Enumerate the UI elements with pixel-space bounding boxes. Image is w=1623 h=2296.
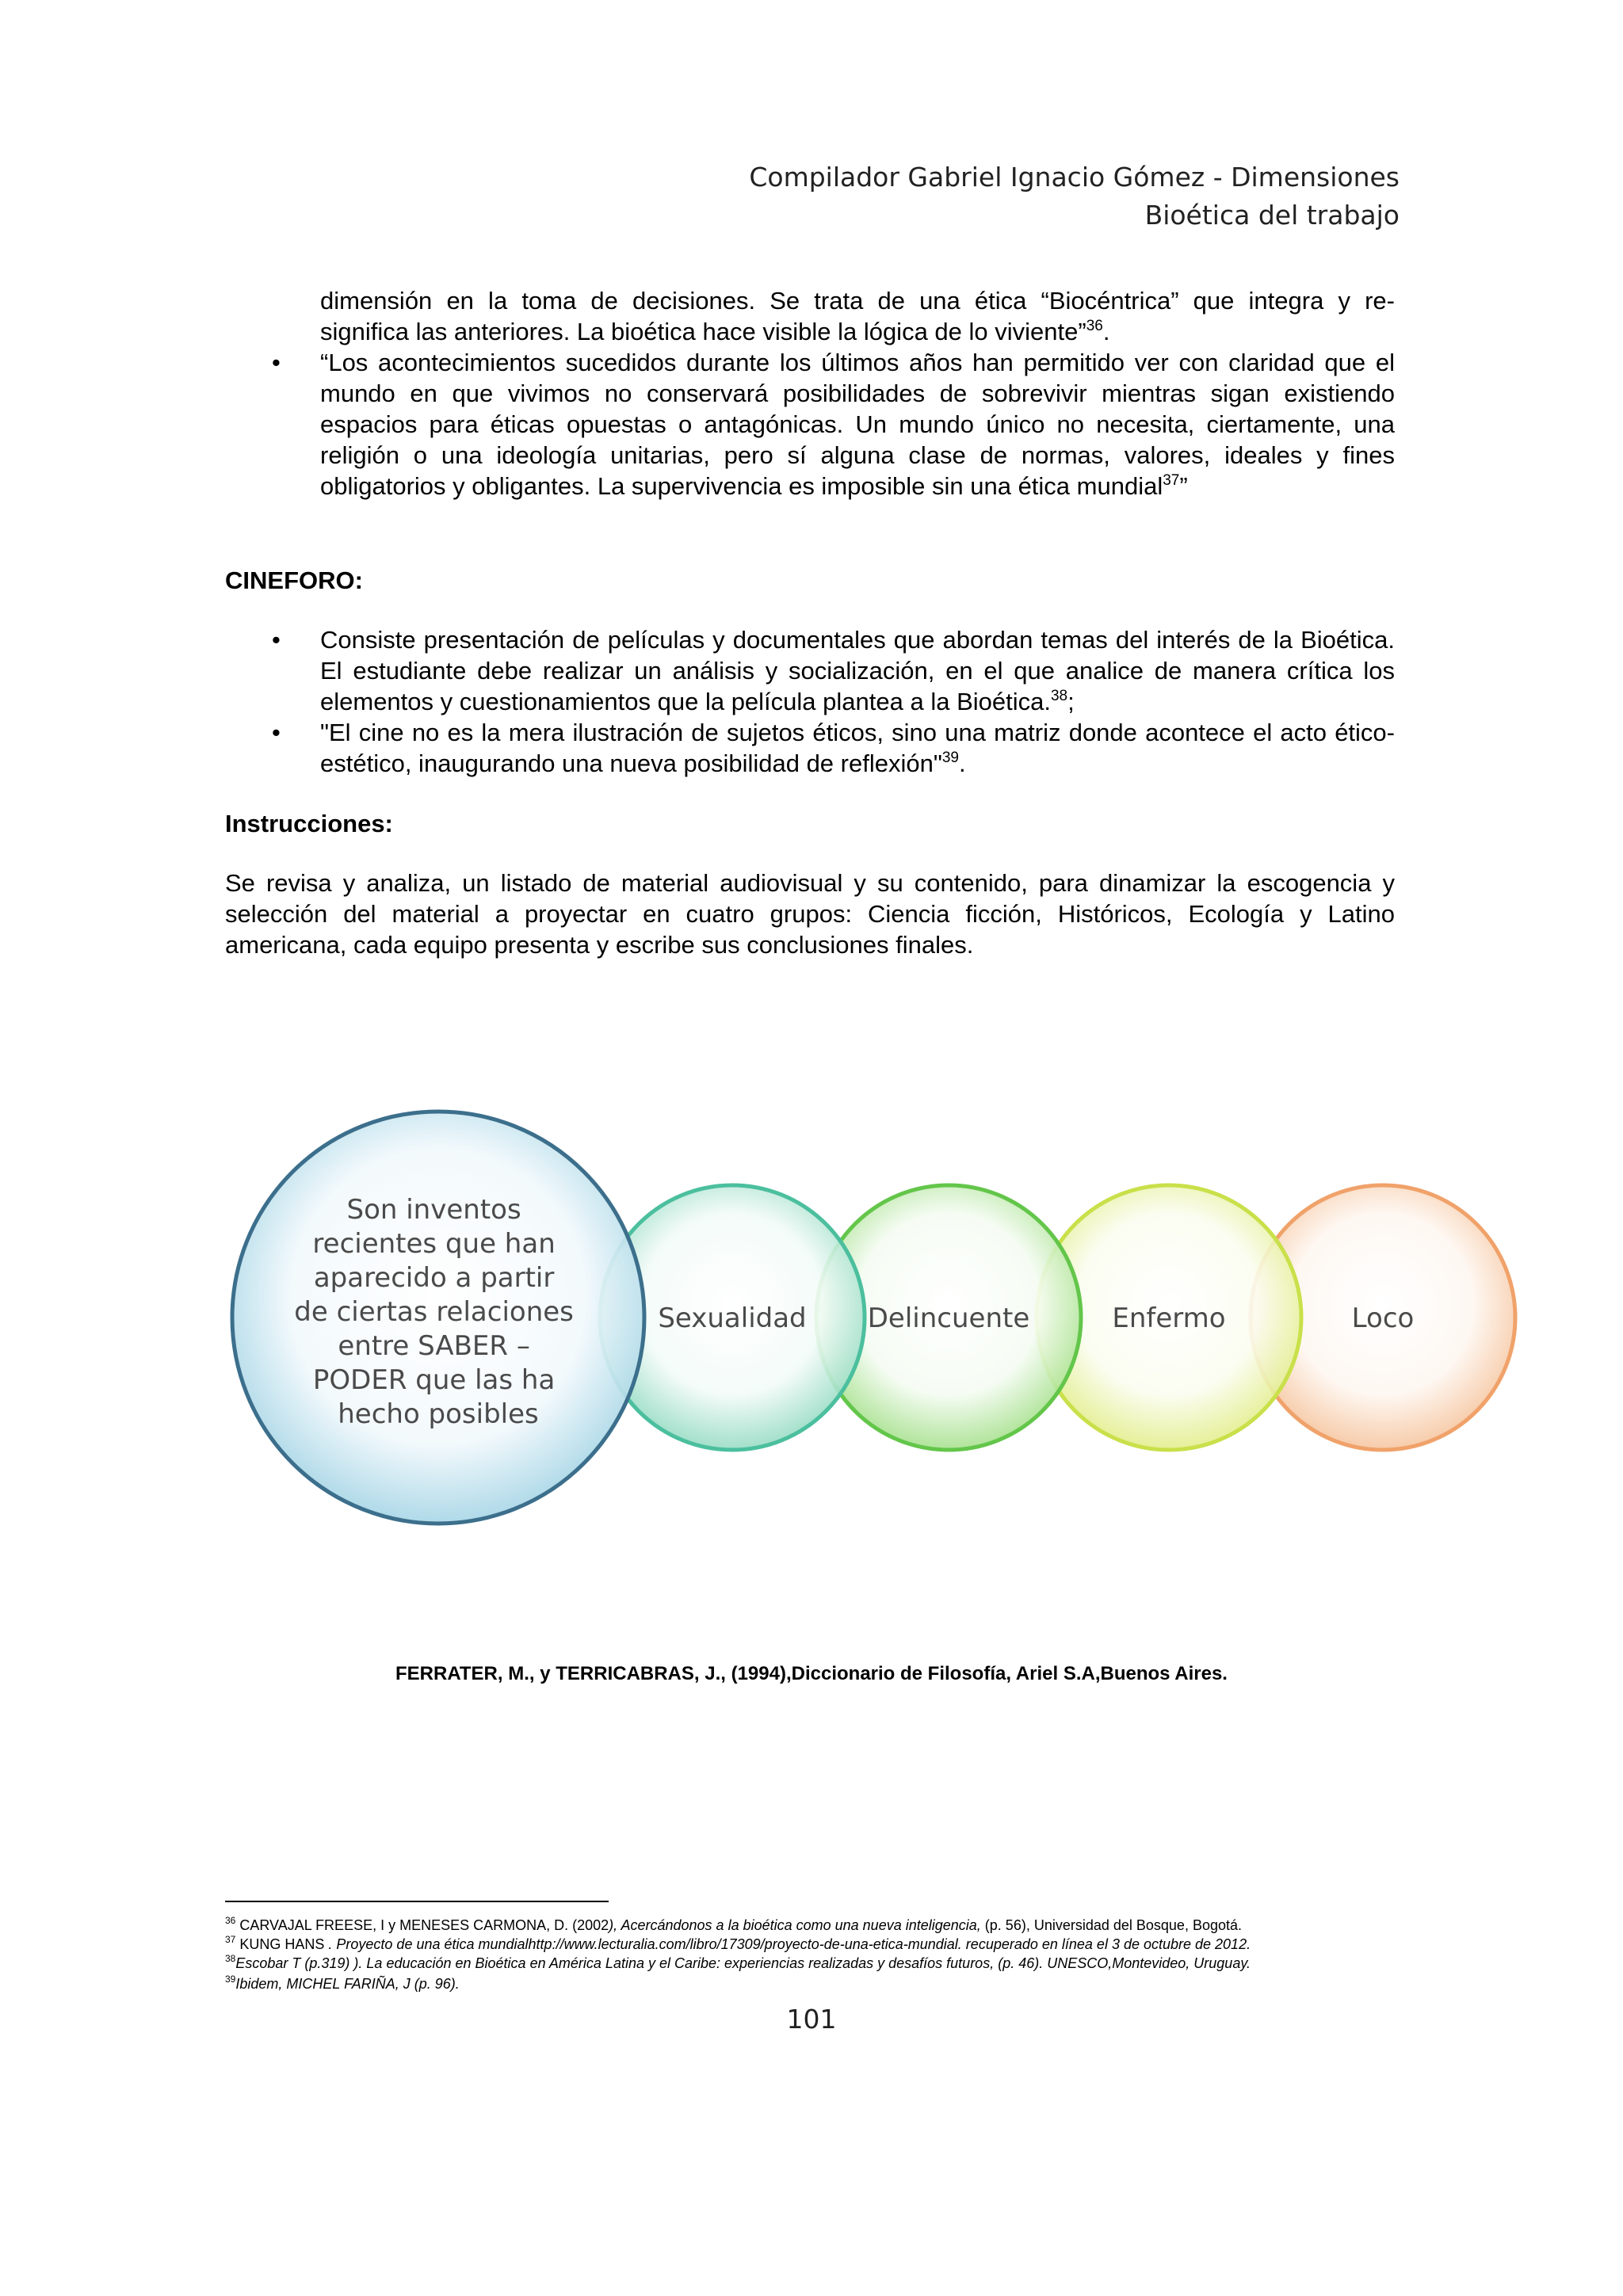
footnote-text: KUNG HANS [235, 1936, 329, 1952]
footnote-39 [225, 1974, 1414, 1993]
footnote-ref-36: 36 [1086, 318, 1103, 334]
footnote-number: 38 [225, 1953, 236, 1964]
intro-bullet-end: ” [1179, 472, 1188, 500]
footnote-title: Escobar T (p.319) ). La educación en Bioética en América Latina y el Caribe: experiencias realizadas y desafíos futuros, (p. 46). UNESCO,Montevideo, Uruguay. [235, 1955, 1251, 1971]
footnote-ref-38: 38 [1050, 688, 1068, 704]
label-delincuente: Delincuente [867, 1302, 1030, 1334]
intro-paragraph-line-1: dimensión en la toma de decisiones. Se trata de una ética “Biocéntrica” que integra y re- [320, 287, 1395, 315]
main-text-line-2: recientes que han [312, 1228, 556, 1260]
cineforo-bullet-1-end: ; [1067, 688, 1075, 715]
page-number: 101 [786, 2004, 837, 2035]
footnote-number: 37 [225, 1934, 236, 1945]
footnote-37 [225, 1935, 1414, 1954]
footnote-title: . Proyecto de una ética mundialhttp://www.lecturalia.com/libro/17309/proyecto-de-una-etica-mundial. recuperado en línea el 3 de octubre de 2012. [328, 1936, 1251, 1952]
footnote-number: 39 [225, 1974, 236, 1985]
footnote-ref-37: 37 [1163, 472, 1180, 489]
header-line-1: Compilador Gabriel Ignacio Gómez - Dimensiones [749, 162, 1400, 193]
cineforo-bullet-1-text: Consiste presentación de películas y documentales que abordan temas del interés de la Bioética. El estudiante debe realizar un análisis y socialización, en el que analice de manera crítica los elementos y cuestionamientos que la película plantea a la Bioética. [320, 626, 1395, 715]
footnote-title: Ibidem, MICHEL FARIÑA, J (p. 96). [235, 1976, 460, 1992]
main-circle-text [294, 1194, 582, 1430]
cineforo-bullet-2-text: "El cine no es la mera ilustración de sujetos éticos, sino una matriz donde acontece el acto ético-estético, inaugurando una nueva posibilidad de reflexión" [320, 719, 1395, 777]
label-enfermo: Enfermo [1112, 1302, 1226, 1334]
main-text-line-3: aparecido a partir [313, 1262, 555, 1294]
footnote-title: ), Acercándonos a la bioética como una nueva inteligencia, [609, 1917, 981, 1933]
bibliographic-reference: FERRATER, M., y TERRICABRAS, J., (1994),Diccionario de Filosofía, Ariel S.A,Buenos Aires. [395, 1663, 1228, 1684]
intro-bullet-text: “Los acontecimientos sucedidos durante los últimos años han permitido ver con claridad que el mundo en que vivimos no conservará posibilidades de sobrevivir mientras sigan existiendo espacios para éticas opuestas o antagónicas. Un mundo único no necesita, ciertamente, una religión o una ideología unitarias, pero sí alguna clase de normas, valores, ideales y fines obligatorios y obligantes. La supervivencia es imposible sin una ética mundial [320, 349, 1395, 500]
intro-paragraph-end: . [1102, 318, 1110, 345]
footnote-text: (p. 56), Universidad del Bosque, Bogotá. [980, 1917, 1242, 1933]
main-text-line-7: hecho posibles [338, 1398, 539, 1430]
intro-paragraph-text: significa las anteriores. La bioética hace visible la lógica de lo viviente” [320, 318, 1086, 345]
footnote-38 [225, 1954, 1414, 1973]
footnote-number: 36 [225, 1915, 236, 1926]
cineforo-bullet-2-end: . [958, 749, 966, 777]
cineforo-heading: CINEFORO: [225, 566, 363, 594]
instructions-paragraph: Se revisa y analiza, un listado de material audiovisual y su contenido, para dinamizar la escogencia y selección del material a proyectar en cuatro grupos: Ciencia ficción, Históricos, Ecología y Latino americana, cada equipo presenta y escribe sus conclusiones finales. [225, 869, 1395, 959]
main-text-line-5: entre SABER – [338, 1330, 530, 1362]
main-text-line-1: Son inventos [346, 1194, 521, 1226]
header-line-2: Bioética del trabajo [1144, 200, 1400, 231]
footnote-text: CARVAJAL FREESE, I y MENESES CARMONA, D. (2002 [235, 1917, 609, 1933]
footnote-separator [225, 1901, 609, 1902]
main-text-line-4: de ciertas relaciones [294, 1296, 574, 1328]
bullet-icon: • [272, 626, 281, 654]
label-loco: Loco [1351, 1302, 1415, 1334]
label-sexualidad: Sexualidad [658, 1302, 807, 1334]
bullet-icon: • [272, 349, 281, 376]
footnote-ref-39: 39 [941, 749, 959, 766]
main-text-line-6: PODER que las ha [312, 1364, 556, 1396]
bullet-icon: • [272, 719, 281, 746]
instructions-heading: Instrucciones: [225, 810, 393, 837]
footnote-36 [225, 1916, 1414, 1935]
